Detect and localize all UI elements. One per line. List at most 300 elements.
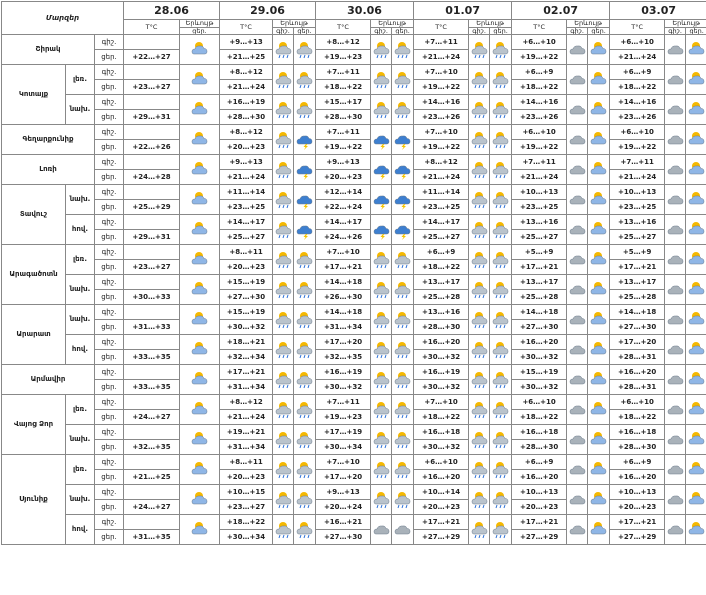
night-weather-icon [273, 155, 294, 185]
day-weather-icon [686, 155, 706, 185]
day-weather-icon [588, 335, 610, 365]
night-weather-icon [273, 305, 294, 335]
time-of-day: ցեր. [95, 380, 124, 395]
temperature-cell: +17…+20 [316, 470, 371, 485]
table-row [2, 425, 706, 440]
day-weather-icon [686, 305, 706, 335]
day-weather-icon [588, 65, 610, 95]
time-of-day: գիշ. [95, 35, 124, 50]
day-weather-icon [490, 515, 512, 545]
temperature-cell: +6…+9 [512, 455, 567, 470]
night-weather-icon [665, 485, 686, 515]
temperature-cell: +10…+13 [610, 485, 665, 500]
temperature-cell: +27…+30 [610, 320, 665, 335]
temperature-cell: +19…+22 [610, 140, 665, 155]
day-weather-icon [180, 155, 220, 185]
day-weather-icon [294, 185, 316, 215]
time-of-day: գիշ. [95, 275, 124, 290]
temperature-cell: +31…+34 [316, 320, 371, 335]
night-weather-icon [469, 185, 490, 215]
time-of-day: ցեր. [95, 440, 124, 455]
temperature-cell: +14…+18 [512, 305, 567, 320]
day-weather-icon [294, 155, 316, 185]
day-weather-icon [490, 365, 512, 395]
day-weather-icon [588, 515, 610, 545]
temperature-cell [124, 365, 180, 380]
temperature-cell: +8…+11 [220, 455, 273, 470]
day-weather-icon [490, 245, 512, 275]
temperature-cell: +19…+22 [414, 140, 469, 155]
night-weather-icon [371, 425, 392, 455]
day-weather-icon [294, 425, 316, 455]
temperature-cell: +21…+24 [220, 80, 273, 95]
temperature-cell: +17…+21 [610, 515, 665, 530]
temperature-cell: +22…+24 [316, 200, 371, 215]
day-weather-icon [180, 35, 220, 65]
temperature-cell: +7…+11 [316, 125, 371, 140]
night-label: գիշ. [567, 27, 588, 35]
temp-label: T°C [316, 20, 371, 35]
temperature-cell: +20…+23 [610, 500, 665, 515]
temperature-cell: +8…+12 [316, 35, 371, 50]
temperature-cell: +7…+11 [316, 65, 371, 80]
night-weather-icon [371, 275, 392, 305]
day-weather-icon [180, 215, 220, 245]
temperature-cell: +6…+9 [512, 65, 567, 80]
temperature-cell: +30…+32 [512, 350, 567, 365]
day-weather-icon [180, 485, 220, 515]
temperature-cell: +7…+11 [414, 35, 469, 50]
temperature-cell: +14…+18 [610, 305, 665, 320]
temperature-cell: +18…+22 [316, 80, 371, 95]
temperature-cell [124, 515, 180, 530]
night-weather-icon [469, 485, 490, 515]
day-weather-icon [490, 35, 512, 65]
temperature-cell: +31…+34 [220, 440, 273, 455]
temperature-cell: +16…+18 [610, 425, 665, 440]
temperature-cell [124, 95, 180, 110]
region-name: Գեղարքունիք [2, 125, 95, 155]
night-weather-icon [567, 215, 588, 245]
temperature-cell: +30…+32 [220, 320, 273, 335]
day-weather-icon [490, 275, 512, 305]
time-of-day: ցեր. [95, 290, 124, 305]
day-weather-icon [490, 155, 512, 185]
time-of-day: գիշ. [95, 395, 124, 410]
temperature-cell: +14…+17 [414, 215, 469, 230]
temperature-cell: +15…+17 [316, 95, 371, 110]
temperature-cell: +6…+10 [610, 35, 665, 50]
temperature-cell: +16…+19 [316, 365, 371, 380]
table-row [2, 245, 706, 260]
temperature-cell: +13…+17 [610, 275, 665, 290]
night-weather-icon [469, 365, 490, 395]
temperature-cell: +17…+21 [512, 260, 567, 275]
night-weather-icon [469, 425, 490, 455]
temperature-cell: +20…+23 [220, 140, 273, 155]
day-weather-icon [588, 35, 610, 65]
temperature-cell: +6…+10 [512, 35, 567, 50]
temp-label: T°C [512, 20, 567, 35]
day-label: ցեր. [180, 27, 220, 35]
night-weather-icon [371, 125, 392, 155]
night-weather-icon [371, 455, 392, 485]
day-weather-icon [294, 485, 316, 515]
temperature-cell: +24…+27 [124, 410, 180, 425]
day-label: ցեր. [686, 27, 706, 35]
temperature-cell: +18…+22 [414, 410, 469, 425]
time-of-day: ցեր. [95, 410, 124, 425]
day-label: ցեր. [392, 27, 414, 35]
temperature-cell: +13…+17 [512, 275, 567, 290]
day-weather-icon [294, 275, 316, 305]
temperature-cell: +21…+25 [124, 470, 180, 485]
temperature-cell: +23…+26 [414, 110, 469, 125]
temperature-cell: +16…+20 [414, 470, 469, 485]
temperature-cell: +16…+19 [414, 365, 469, 380]
zone-name: հով. [66, 215, 95, 245]
temperature-cell: +19…+21 [220, 425, 273, 440]
temperature-cell: +27…+29 [414, 530, 469, 545]
temperature-cell: +21…+24 [512, 170, 567, 185]
day-weather-icon [588, 155, 610, 185]
temperature-cell: +10…+15 [220, 485, 273, 500]
night-weather-icon [665, 125, 686, 155]
temperature-cell: +6…+10 [512, 125, 567, 140]
temperature-cell: +27…+29 [610, 530, 665, 545]
night-weather-icon [665, 455, 686, 485]
time-of-day: գիշ. [95, 125, 124, 140]
temperature-cell: +22…+26 [124, 140, 180, 155]
region-name: Սյունիք [2, 455, 66, 545]
temperature-cell: +19…+22 [512, 50, 567, 65]
temperature-cell: +21…+24 [414, 170, 469, 185]
temperature-cell: +23…+26 [512, 110, 567, 125]
temperature-cell: +19…+22 [512, 140, 567, 155]
night-weather-icon [567, 455, 588, 485]
phenomena-label: Երևույթ [273, 20, 316, 28]
time-of-day: գիշ. [95, 485, 124, 500]
temperature-cell: +8…+12 [220, 395, 273, 410]
temperature-cell: +5…+9 [610, 245, 665, 260]
temperature-cell: +20…+23 [220, 470, 273, 485]
night-weather-icon [567, 155, 588, 185]
temperature-cell [124, 65, 180, 80]
night-weather-icon [273, 275, 294, 305]
temperature-cell: +19…+22 [414, 80, 469, 95]
time-of-day: գիշ. [95, 245, 124, 260]
temperature-cell: +8…+12 [220, 65, 273, 80]
day-weather-icon [180, 125, 220, 155]
temperature-cell: +15…+19 [220, 275, 273, 290]
temperature-cell: +16…+20 [512, 470, 567, 485]
night-weather-icon [665, 215, 686, 245]
day-weather-icon [588, 245, 610, 275]
night-weather-icon [273, 95, 294, 125]
table-row [2, 515, 706, 530]
table-row [2, 215, 706, 230]
region-header: Մարզեր [2, 2, 124, 35]
day-weather-icon [180, 365, 220, 395]
time-of-day: գիշ. [95, 515, 124, 530]
time-of-day: ցեր. [95, 470, 124, 485]
region-name: Կոտայք [2, 65, 66, 125]
day-weather-icon [180, 245, 220, 275]
temperature-cell: +18…+22 [512, 410, 567, 425]
day-weather-icon [294, 395, 316, 425]
temperature-cell: +17…+21 [316, 260, 371, 275]
temperature-cell [124, 425, 180, 440]
table-row [2, 395, 706, 410]
day-weather-icon [588, 185, 610, 215]
table-row [2, 185, 706, 200]
temperature-cell: +20…+23 [414, 500, 469, 515]
day-weather-icon [686, 215, 706, 245]
temperature-cell [124, 335, 180, 350]
night-weather-icon [469, 215, 490, 245]
temperature-cell: +30…+32 [414, 350, 469, 365]
day-weather-icon [490, 95, 512, 125]
temperature-cell [124, 35, 180, 50]
temperature-cell: +14…+17 [316, 215, 371, 230]
night-weather-icon [567, 125, 588, 155]
temperature-cell: +17…+21 [414, 515, 469, 530]
night-weather-icon [567, 335, 588, 365]
day-weather-icon [588, 455, 610, 485]
time-of-day: ցեր. [95, 350, 124, 365]
night-weather-icon [665, 155, 686, 185]
temperature-cell: +25…+27 [512, 230, 567, 245]
night-weather-icon [665, 275, 686, 305]
day-weather-icon [392, 125, 414, 155]
night-weather-icon [273, 395, 294, 425]
day-weather-icon [180, 455, 220, 485]
night-weather-icon [469, 335, 490, 365]
time-of-day: գիշ. [95, 215, 124, 230]
temperature-cell [124, 245, 180, 260]
day-weather-icon [686, 455, 706, 485]
temperature-cell: +18…+21 [220, 335, 273, 350]
time-of-day: գիշ. [95, 185, 124, 200]
temperature-cell: +32…+34 [220, 350, 273, 365]
temperature-cell: +6…+9 [610, 455, 665, 470]
temperature-cell: +28…+30 [512, 440, 567, 455]
day-weather-icon [588, 365, 610, 395]
time-of-day: ցեր. [95, 80, 124, 95]
night-weather-icon [371, 65, 392, 95]
temperature-cell: +30…+34 [316, 440, 371, 455]
night-weather-icon [665, 35, 686, 65]
night-weather-icon [665, 305, 686, 335]
temperature-cell: +28…+31 [610, 380, 665, 395]
day-weather-icon [180, 515, 220, 545]
temperature-cell: +18…+22 [414, 260, 469, 275]
table-row [2, 365, 706, 380]
zone-name: նախ. [66, 305, 95, 335]
temperature-cell: +18…+22 [512, 80, 567, 95]
temperature-cell: +28…+30 [316, 110, 371, 125]
night-label: գիշ. [665, 27, 686, 35]
night-weather-icon [567, 185, 588, 215]
temperature-cell: +18…+22 [610, 80, 665, 95]
temperature-cell [124, 485, 180, 500]
night-weather-icon [665, 65, 686, 95]
day-weather-icon [392, 155, 414, 185]
zone-name: հով. [66, 335, 95, 365]
night-weather-icon [273, 185, 294, 215]
temperature-cell: +21…+24 [610, 50, 665, 65]
temperature-cell: +7…+11 [316, 395, 371, 410]
night-weather-icon [567, 275, 588, 305]
temperature-cell: +32…+35 [316, 350, 371, 365]
temp-label: T°C [414, 20, 469, 35]
temperature-cell: +7…+10 [316, 455, 371, 470]
temperature-cell: +15…+19 [220, 305, 273, 320]
day-weather-icon [490, 335, 512, 365]
day-weather-icon [392, 275, 414, 305]
temperature-cell: +30…+33 [124, 290, 180, 305]
day-weather-icon [490, 485, 512, 515]
time-of-day: գիշ. [95, 95, 124, 110]
day-weather-icon [294, 455, 316, 485]
table-row [2, 275, 706, 290]
temperature-cell: +30…+32 [414, 440, 469, 455]
night-weather-icon [665, 95, 686, 125]
temperature-cell: +7…+10 [414, 65, 469, 80]
region-name: Արագածոտն [2, 245, 66, 305]
time-of-day: ցեր. [95, 500, 124, 515]
table-row [2, 305, 706, 320]
temperature-cell: +31…+33 [124, 320, 180, 335]
time-of-day: ցեր. [95, 260, 124, 275]
temperature-cell: +28…+30 [414, 320, 469, 335]
time-of-day: ցեր. [95, 110, 124, 125]
temperature-cell: +25…+27 [610, 230, 665, 245]
zone-name: հով. [66, 515, 95, 545]
zone-name: լեռ. [66, 455, 95, 485]
time-of-day: ցեր. [95, 230, 124, 245]
temperature-cell: +33…+35 [124, 380, 180, 395]
temperature-cell: +33…+35 [124, 350, 180, 365]
temperature-cell: +10…+13 [610, 185, 665, 200]
temperature-cell: +15…+19 [512, 365, 567, 380]
time-of-day: ցեր. [95, 140, 124, 155]
temperature-cell: +17…+20 [316, 335, 371, 350]
day-label: ցեր. [588, 27, 610, 35]
temperature-cell: +16…+18 [512, 425, 567, 440]
night-weather-icon [273, 125, 294, 155]
night-weather-icon [567, 395, 588, 425]
temperature-cell: +13…+16 [512, 215, 567, 230]
night-weather-icon [567, 515, 588, 545]
phenomena-label: Երևույթ [665, 20, 706, 28]
temperature-cell: +23…+25 [220, 200, 273, 215]
temperature-cell: +28…+30 [220, 110, 273, 125]
temperature-cell: +6…+9 [414, 245, 469, 260]
temperature-cell: +6…+10 [512, 395, 567, 410]
table-row [2, 125, 706, 140]
night-weather-icon [273, 65, 294, 95]
day-weather-icon [392, 65, 414, 95]
table-row [2, 35, 706, 50]
temperature-cell: +9…+13 [220, 155, 273, 170]
night-weather-icon [371, 95, 392, 125]
temperature-cell: +14…+16 [512, 95, 567, 110]
night-weather-icon [273, 455, 294, 485]
night-weather-icon [273, 365, 294, 395]
night-weather-icon [665, 245, 686, 275]
night-weather-icon [273, 515, 294, 545]
day-weather-icon [392, 95, 414, 125]
temperature-cell: +25…+28 [610, 290, 665, 305]
temperature-cell: +14…+16 [610, 95, 665, 110]
region-name: Շիրակ [2, 35, 95, 65]
day-weather-icon [686, 365, 706, 395]
day-weather-icon [392, 215, 414, 245]
temperature-cell: +19…+23 [316, 50, 371, 65]
day-weather-icon [392, 395, 414, 425]
temperature-cell: +16…+18 [414, 425, 469, 440]
night-weather-icon [665, 185, 686, 215]
temperature-cell: +18…+22 [220, 515, 273, 530]
night-weather-icon [567, 425, 588, 455]
temperature-cell: +21…+24 [220, 410, 273, 425]
temperature-cell: +17…+19 [316, 425, 371, 440]
temperature-cell: +26…+30 [316, 290, 371, 305]
temperature-cell: +13…+16 [414, 305, 469, 320]
date-header: 29.06 [220, 2, 316, 20]
temperature-cell: +7…+11 [610, 155, 665, 170]
day-weather-icon [588, 425, 610, 455]
temperature-cell: +16…+21 [316, 515, 371, 530]
day-weather-icon [294, 515, 316, 545]
night-weather-icon [665, 365, 686, 395]
day-label: ցեր. [490, 27, 512, 35]
day-weather-icon [588, 125, 610, 155]
day-weather-icon [588, 305, 610, 335]
temperature-cell: +23…+25 [610, 200, 665, 215]
night-weather-icon [469, 65, 490, 95]
temperature-cell: +10…+13 [512, 185, 567, 200]
temperature-cell: +14…+18 [316, 305, 371, 320]
night-weather-icon [371, 305, 392, 335]
region-name: Վայոց Ձոր [2, 395, 66, 455]
day-weather-icon [686, 515, 706, 545]
temperature-cell: +27…+30 [220, 290, 273, 305]
temperature-cell: +27…+29 [512, 530, 567, 545]
day-weather-icon [490, 395, 512, 425]
temperature-cell: +8…+12 [220, 125, 273, 140]
zone-name: լեռ. [66, 395, 95, 425]
night-weather-icon [567, 35, 588, 65]
day-weather-icon [686, 35, 706, 65]
temperature-cell: +21…+25 [220, 50, 273, 65]
temperature-cell: +29…+31 [124, 110, 180, 125]
day-weather-icon [294, 215, 316, 245]
night-weather-icon [469, 305, 490, 335]
temperature-cell: +17…+21 [512, 515, 567, 530]
date-header: 30.06 [316, 2, 414, 20]
day-label: ցեր. [294, 27, 316, 35]
day-weather-icon [392, 305, 414, 335]
time-of-day: ցեր. [95, 320, 124, 335]
night-weather-icon [273, 425, 294, 455]
night-weather-icon [567, 485, 588, 515]
time-of-day: գիշ. [95, 425, 124, 440]
night-label: գիշ. [371, 27, 392, 35]
temperature-cell: +7…+10 [316, 245, 371, 260]
temperature-cell: +9…+13 [316, 485, 371, 500]
